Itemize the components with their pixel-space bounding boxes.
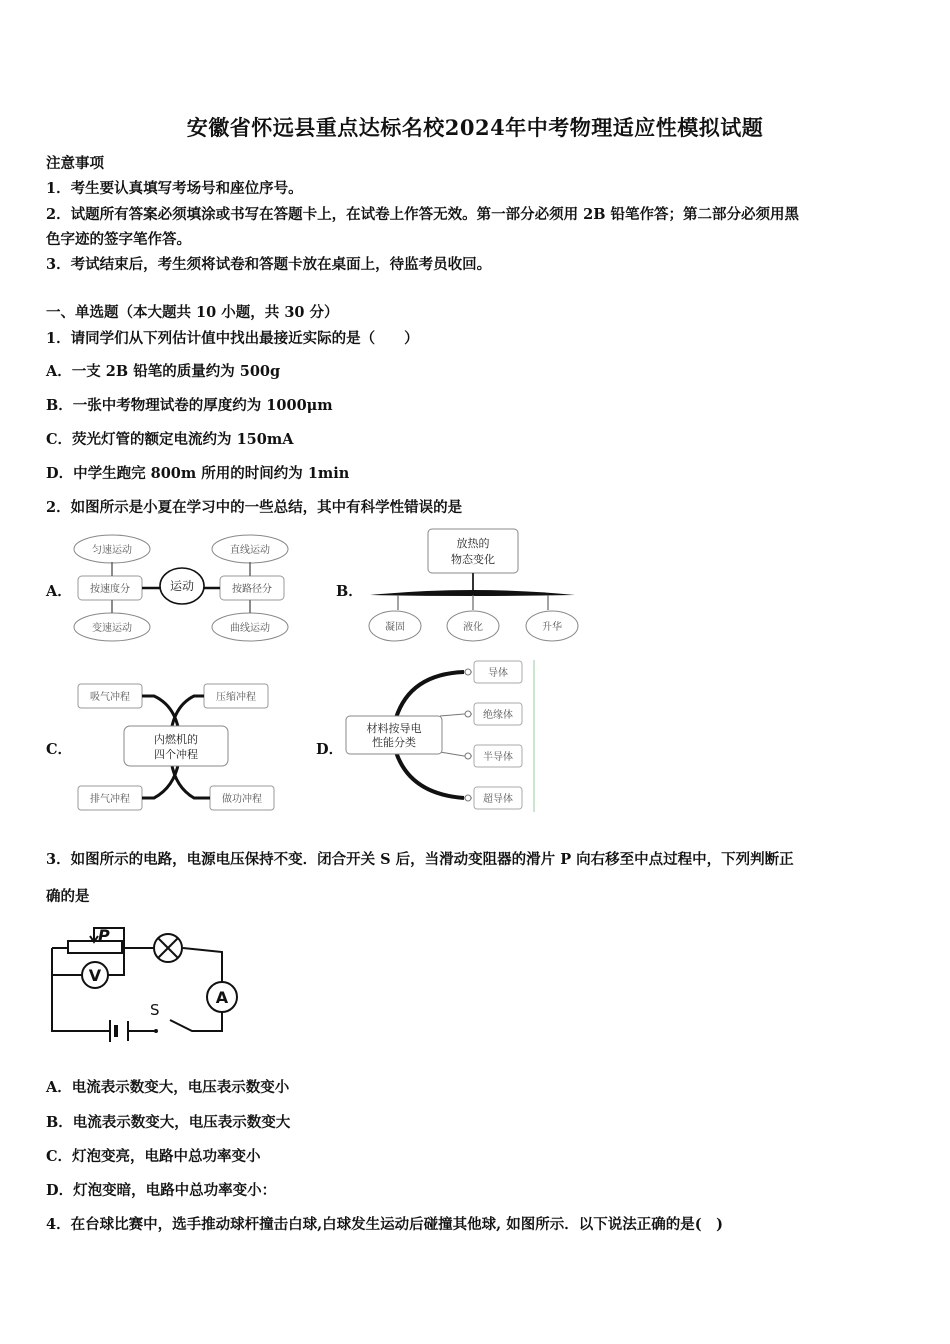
- ammeter-symbol: A: [215, 988, 229, 1007]
- diagram-c-center1: 内燃机的: [154, 733, 198, 746]
- diagram-d-item: 半导体: [483, 752, 513, 763]
- diagram-d-center2: 性能分类: [372, 736, 416, 749]
- q3-option-a: A．电流表示数变大，电压表示数变小: [46, 1079, 290, 1096]
- switch-label: S: [150, 1001, 160, 1019]
- voltmeter-symbol: V: [88, 966, 102, 985]
- diagram-d-item: 超导体: [483, 794, 513, 805]
- diagram-b-item: 凝固: [385, 622, 405, 633]
- diagram-c-tl: 吸气冲程: [90, 692, 130, 703]
- q1-stem: 1．请同学们从下列估计值中找出最接近实际的是（ ）: [46, 330, 419, 347]
- circuit-diagram: [44, 916, 244, 1046]
- diagram-c-bl: 排气冲程: [90, 794, 130, 805]
- diagram-b-item: 升华: [542, 622, 562, 633]
- notice-item: 2．试题所有答案必须填涂或书写在答题卡上，在试卷上作答无效。第一部分必须用 2B 铅笔作答；第二部分必须用黑: [46, 206, 800, 223]
- notice-item: 色字迹的签字笔作答。: [46, 231, 191, 248]
- diagram-d-center1: 材料按导电: [366, 722, 422, 735]
- q1-option-c: C．荧光灯管的额定电流约为 150mA: [46, 431, 294, 448]
- diagram-b-top1: 放热的: [456, 537, 490, 550]
- q1-option-a: A．一支 2B 铅笔的质量约为 500g: [46, 363, 281, 380]
- diagram-a-br: 曲线运动: [230, 623, 270, 634]
- diagram-d-item: 绝缘体: [483, 710, 513, 721]
- diagram-b: [360, 525, 590, 645]
- q2-label-c: C．: [46, 741, 73, 758]
- q2-label-a: A．: [46, 583, 72, 600]
- q2-label-b: B．: [336, 583, 363, 600]
- notice-item: 1．考生要认真填写考场号和座位序号。: [46, 180, 303, 197]
- diagram-b-item: 液化: [463, 622, 483, 633]
- q3-option-c: C．灯泡变亮，电路中总功率变小: [46, 1148, 261, 1165]
- q2-stem: 2．如图所示是小夏在学习中的一些总结，其中有科学性错误的是: [46, 499, 463, 516]
- q3-stem-cont: 确的是: [46, 888, 90, 905]
- diagram-c-br: 做功冲程: [222, 794, 262, 805]
- diagram-a-left: 按速度分: [90, 584, 130, 595]
- diagram-a-center: 运动: [169, 579, 195, 593]
- section-heading: 一、单选题（本大题共 10 小题，共 30 分）: [46, 304, 339, 321]
- q3-option-b: B．电流表示数变大，电压表示数变大: [46, 1114, 291, 1131]
- diagram-c-tr: 压缩冲程: [216, 692, 256, 703]
- notice-heading: 注意事项: [46, 155, 104, 172]
- diagram-a: [70, 530, 300, 645]
- q3-option-d: D．灯泡变暗，电路中总功率变小：: [46, 1182, 277, 1199]
- diagram-a-tr: 直线运动: [230, 545, 270, 556]
- page-title: 安徽省怀远县重点达标名校2024年中考物理适应性模拟试题: [186, 115, 764, 140]
- q2-label-d: D．: [316, 741, 344, 758]
- q3-stem: 3．如图所示的电路，电源电压保持不变．闭合开关 S 后，当滑动变阻器的滑片 P 向右移至中点过程中，下列判断正: [46, 851, 794, 868]
- notice-item: 3．考试结束后，考生须将试卷和答题卡放在桌面上，待监考员收回。: [46, 256, 492, 273]
- slider-label: P: [98, 926, 110, 945]
- diagram-d: [340, 656, 555, 816]
- diagram-c-center2: 四个冲程: [154, 748, 198, 761]
- q1-option-b: B．一张中考物理试卷的厚度约为 1000μm: [46, 397, 333, 414]
- q4-stem: 4．在台球比赛中，选手推动球杆撞击白球,白球发生运动后碰撞其他球, 如图所示．以下说法正确的是( ): [46, 1216, 723, 1233]
- diagram-d-item: 导体: [488, 668, 508, 679]
- diagram-c: [70, 678, 285, 818]
- diagram-a-tl: 匀速运动: [92, 545, 132, 556]
- q1-option-d: D．中学生跑完 800m 所用的时间约为 1min: [46, 465, 350, 482]
- diagram-a-bl: 变速运动: [92, 623, 132, 634]
- diagram-a-right: 按路径分: [232, 584, 272, 595]
- diagram-b-top2: 物态变化: [451, 553, 495, 566]
